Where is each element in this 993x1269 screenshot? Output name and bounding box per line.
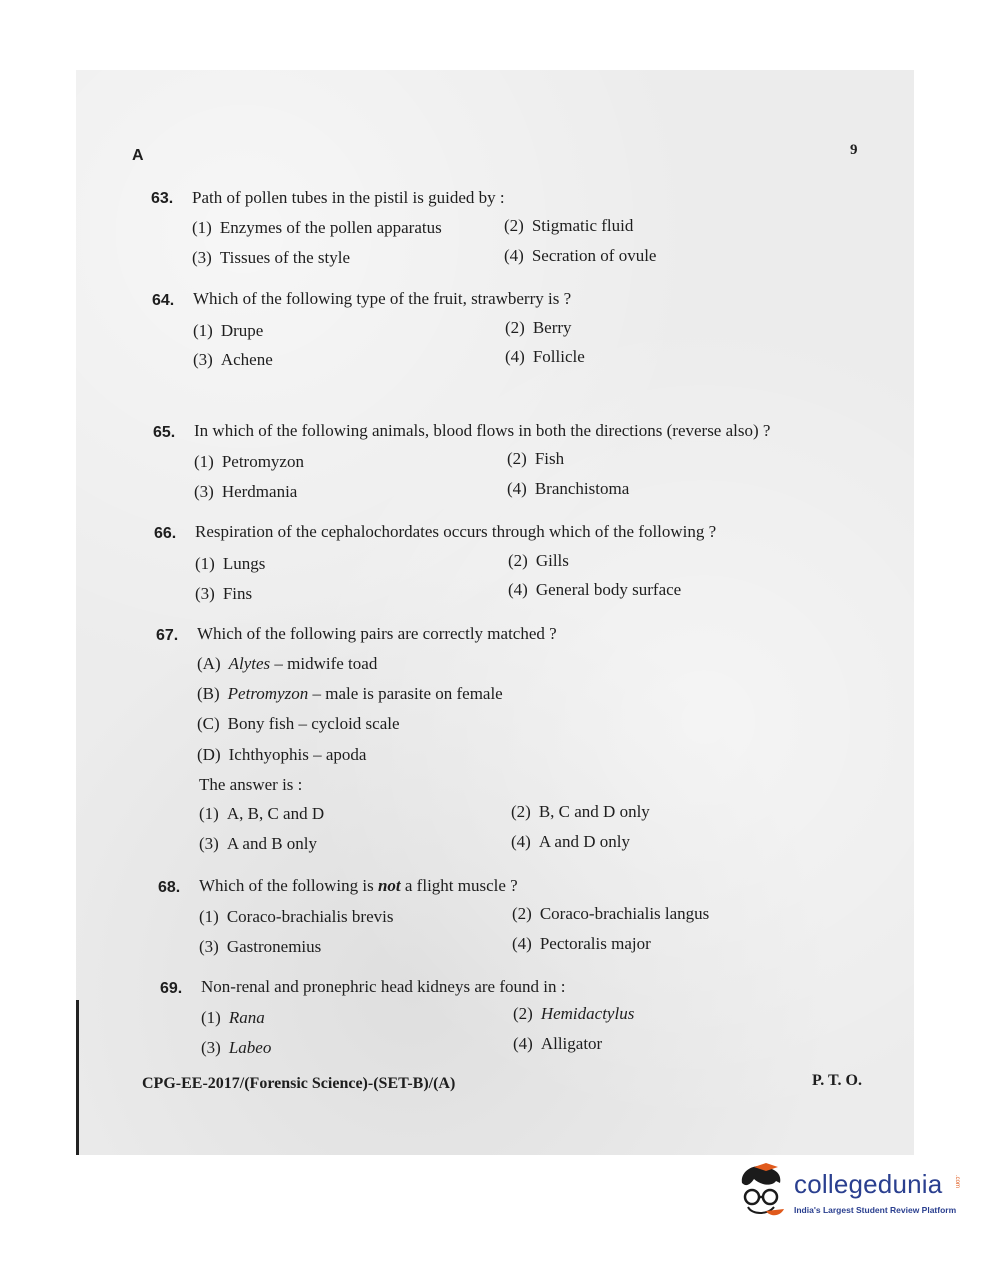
option: (4) Branchistoma bbox=[507, 479, 630, 498]
option: (1) Drupe bbox=[193, 321, 264, 340]
matching-pair: (C) Bony fish – cycloid scale bbox=[197, 714, 400, 733]
option: (2) Fish bbox=[507, 449, 565, 468]
option: (4) Follicle bbox=[505, 347, 585, 366]
question-number: 67. bbox=[156, 627, 179, 644]
question-number: 68. bbox=[158, 879, 181, 896]
set-letter: A bbox=[132, 147, 144, 164]
question-text: Which of the following type of the fruit, strawberry is ? bbox=[193, 289, 572, 308]
question-text: In which of the following animals, blood flows in both the directions (reverse also) ? bbox=[194, 421, 771, 440]
option: (3) Labeo bbox=[201, 1038, 272, 1057]
option: (4) Alligator bbox=[513, 1034, 603, 1053]
option: (3) Herdmania bbox=[194, 482, 298, 501]
option: (3) Achene bbox=[193, 350, 273, 369]
option: (1) Coraco-brachialis brevis bbox=[199, 907, 394, 926]
logo-wordmark: collegedunia bbox=[794, 1169, 943, 1199]
question-text: Path of pollen tubes in the pistil is guided by : bbox=[192, 188, 505, 207]
exam-code: CPG-EE-2017/(Forensic Science)-(SET-B)/(A) bbox=[142, 1075, 456, 1092]
option: (2) Gills bbox=[508, 551, 569, 570]
option: (1) A, B, C and D bbox=[199, 804, 325, 823]
option: (4) Pectoralis major bbox=[512, 934, 651, 953]
page-number: 9 bbox=[850, 142, 858, 158]
option: (3) Fins bbox=[195, 584, 253, 603]
option: (3) A and B only bbox=[199, 834, 318, 853]
option: (4) A and D only bbox=[511, 832, 630, 851]
question-number: 64. bbox=[152, 292, 175, 309]
option: (1) Petromyzon bbox=[194, 452, 304, 471]
option: (1) Rana bbox=[201, 1008, 265, 1027]
matching-pair: (B) Petromyzon – male is parasite on female bbox=[197, 684, 503, 703]
answer-prompt: The answer is : bbox=[199, 775, 303, 794]
question-text: Non-renal and pronephric head kidneys are found in : bbox=[201, 977, 566, 996]
pto-label: P. T. O. bbox=[812, 1072, 862, 1089]
collegedunia-logo bbox=[736, 1163, 966, 1223]
option: (2) Hemidactylus bbox=[513, 1004, 635, 1023]
question-text: Which of the following pairs are correctly matched ? bbox=[197, 624, 557, 643]
logo-suffix: .com bbox=[954, 1175, 960, 1189]
option: (4) Secration of ovule bbox=[504, 246, 657, 265]
option: (2) B, C and D only bbox=[511, 802, 650, 821]
option: (4) General body surface bbox=[508, 580, 682, 599]
scan-edge-line bbox=[76, 1000, 79, 1155]
option: (2) Coraco-brachialis langus bbox=[512, 904, 710, 923]
matching-pair: (D) Ichthyophis – apoda bbox=[197, 745, 367, 764]
option: (3) Gastronemius bbox=[199, 937, 322, 956]
question-number: 66. bbox=[154, 525, 177, 542]
question-text: Respiration of the cephalochordates occurs through which of the following ? bbox=[195, 522, 717, 541]
option: (1) Lungs bbox=[195, 554, 266, 573]
option: (2) Berry bbox=[505, 318, 572, 337]
option: (3) Tissues of the style bbox=[192, 248, 351, 267]
matching-pair: (A) Alytes – midwife toad bbox=[197, 654, 378, 673]
question-number: 69. bbox=[160, 980, 183, 997]
logo-tagline: India's Largest Student Review Platform bbox=[794, 1205, 957, 1215]
question-text: Which of the following is not a flight muscle ? bbox=[199, 876, 518, 895]
option: (2) Stigmatic fluid bbox=[504, 216, 634, 235]
question-number: 65. bbox=[153, 424, 176, 441]
option: (1) Enzymes of the pollen apparatus bbox=[192, 218, 442, 237]
student-mascot-icon bbox=[736, 1163, 792, 1223]
question-number: 63. bbox=[151, 190, 174, 207]
